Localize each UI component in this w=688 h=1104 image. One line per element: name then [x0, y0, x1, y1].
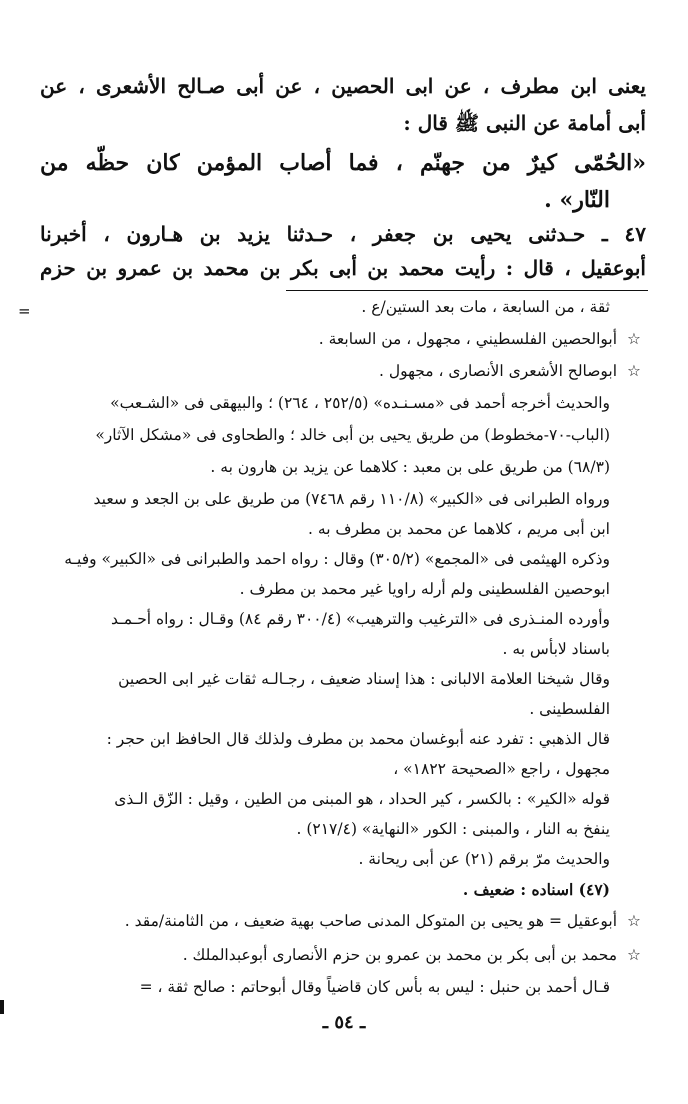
footnote-divider: [286, 290, 648, 291]
footnote-line: الفلسطينى .: [529, 700, 610, 718]
footnote-line: [40, 332, 646, 348]
page-number: ـ ٥٤ ـ: [322, 1012, 366, 1033]
footnote-line: ابوحصين الفلسطينى ولم أرله راويا غير محمد بن مطرف .: [239, 580, 610, 598]
entry-47-line-2: أبوعقيل ، قال : رأيت محمد بن أبى بكر بن محمد بن عمرو بن حزم: [40, 256, 646, 280]
footnote-text: أبوعقيل = هو يحيى بن المتوكل المدنى صاحب بهية ضعيف ، من الثامنة/مقد .: [124, 912, 618, 930]
star-icon: ☆: [627, 362, 641, 380]
entry-47-line-1: [40, 224, 646, 244]
footnote-line: [40, 914, 646, 930]
footnote-line: والحديث مرّ برقم (٢١) عن أبى ريحانة .: [358, 850, 610, 868]
main-text-line-1: يعنى ابن مطرف ، عن ابى الحصين ، عن أبى صـالح الأشعرى ، عن: [40, 74, 646, 98]
entry-text: ـ حـدثنى يحيى بن جعفر ، حـدثنا يزيد بن هـارون ، أخبرنا: [40, 222, 608, 246]
entry-number: ٤٧: [624, 222, 646, 246]
main-text-line-2: أبى أمامة عن النبى ﷺ قال :: [403, 111, 646, 135]
footnote-line: ابن أبى مريم ، كلاهما عن محمد بن مطرف به .: [308, 520, 610, 538]
footnote-line: والحديث أخرجه أحمد فى «مسـنـده» (٢٥٢/٥ ، ٢٦٤) ؛ والبيهقى فى «الشـعب»: [110, 394, 610, 412]
footnote-line: قـال أحمد بن حنبل : ليس به بأس كان قاضياً وقال أبوحاتم : صالح ثقة ، =: [139, 978, 610, 996]
footnote-text: ابوصالح الأشعرى الأنصارى ، مجهول .: [378, 362, 618, 380]
footnote-line: باسناد لابأس به .: [502, 640, 610, 658]
isnad-grade-line: (٤٧) اسناده : ضعيف .: [462, 880, 610, 899]
footnote-line: (٦٨/٣) من طريق على بن معبد : كلاهما عن يزيد بن هارون به .: [210, 458, 610, 476]
continuation-mark-top: =: [18, 302, 31, 320]
footnote-line: ورواه الطبرانى فى «الكبير» (١١٠/٨ رقم ٧٤٦٨) من طريق على بن الجعد و سعيد: [93, 490, 610, 508]
hadith-text-line-1: «الحُمّى كيرٌ من جهنّم ، فما أصاب المؤمن كان حظّه من: [40, 150, 646, 176]
star-icon: ☆: [627, 946, 641, 964]
footnote-line: وذكره الهيثمى فى «المجمع» (٣٠٥/٢) وقال : رواه احمد والطبرانى فى «الكبير» وفيـه: [64, 550, 610, 568]
footnote-line: قال الذهبي : تفرد عنه أبوغسان محمد بن مطرف ولذلك قال الحافظ ابن حجر :: [106, 730, 610, 748]
footnote-line: [40, 948, 646, 964]
footnote-line: وأورده المنـذرى فى «الترغيب والترهيب» (٣٠٠/٤ رقم ٨٤) وقـال : رواه أحـمـد: [111, 610, 610, 628]
footnote-line: ثقة ، من السابعة ، مات بعد الستين/ع .: [361, 298, 610, 316]
star-icon: ☆: [627, 912, 641, 930]
footnote-line: مجهول ، راجع «الصحيحة ١٨٢٢» ،: [393, 760, 610, 778]
footnote-text: محمد بن أبى بكر بن محمد بن عمرو بن حزم الأنصارى أبوعبدالملك .: [182, 946, 618, 964]
footnote-line: ينفخ به النار ، والمبنى : الكور «النهاية» (٢١٧/٤) .: [296, 820, 610, 838]
footnote-line: وقال شيخنا العلامة الالبانى : هذا إسناد ضعيف ، رجـالـه ثقات غير ابى الحصين: [118, 670, 610, 688]
footnote-text: أبوالحصين الفلسطيني ، مجهول ، من السابعة .: [318, 330, 618, 348]
footnote-line: [40, 364, 646, 380]
hadith-text-line-2: النّار» .: [544, 187, 610, 213]
footnote-line: قوله «الكير» : بالكسر ، كير الحداد ، هو المبنى من الطين ، وقيل : الزّق الـذى: [114, 790, 610, 808]
footnote-line: (الباب-٧٠-مخطوط) من طريق يحيى بن أبى خالد ؛ والطحاوى فى «مشكل الآثار»: [95, 426, 610, 444]
star-icon: ☆: [627, 330, 641, 348]
